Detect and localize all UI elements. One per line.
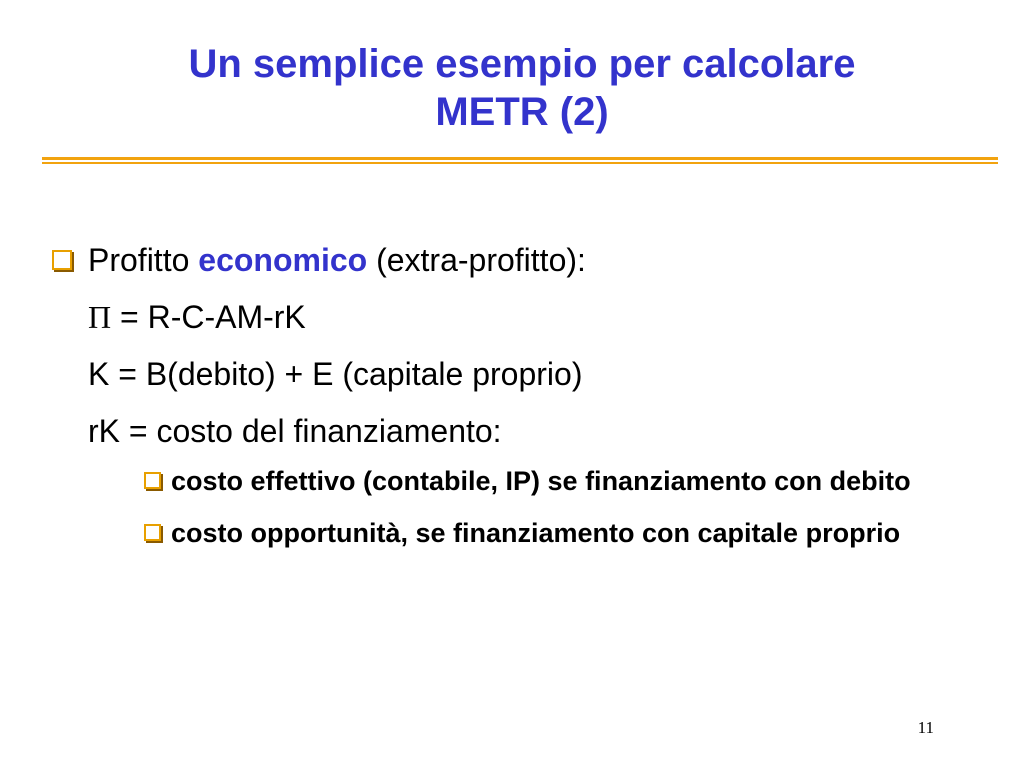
square-bullet-icon bbox=[144, 472, 161, 489]
bullet-profitto bbox=[48, 240, 988, 280]
bullet-profitto-emphasis: economico bbox=[198, 242, 368, 278]
slide-title bbox=[40, 40, 1004, 136]
sub-bullet-capitale bbox=[88, 516, 961, 550]
pi-symbol: Π bbox=[88, 299, 112, 335]
sub-bullet-debito bbox=[88, 464, 961, 498]
formula-rk: rK = costo del finanziamento: bbox=[88, 413, 502, 449]
page-number: 11 bbox=[917, 718, 934, 737]
bullet-profitto-prefix: Profitto bbox=[88, 242, 199, 278]
formula-k: K = B(debito) + E (capitale proprio) bbox=[88, 356, 583, 392]
formula-pi bbox=[88, 297, 988, 337]
title-divider-bottom bbox=[42, 162, 998, 164]
sub-bullet-debito-text: costo effettivo (contabile, IP) se finanziamento con debito bbox=[171, 466, 911, 496]
title-line-1: Un semplice esempio per calcolare bbox=[188, 42, 856, 86]
sub-bullet-capitale-text: costo opportunità, se finanziamento con capitale proprio bbox=[171, 518, 901, 548]
square-bullet-icon bbox=[52, 250, 72, 270]
title-line-2: METR (2) bbox=[435, 90, 609, 134]
square-bullet-icon bbox=[144, 524, 161, 541]
title-divider-top bbox=[42, 157, 998, 160]
formula-pi-rest: = R-C-AM-rK bbox=[111, 299, 306, 335]
bullet-profitto-suffix: (extra-profitto): bbox=[367, 242, 586, 278]
slide-body bbox=[88, 240, 988, 550]
